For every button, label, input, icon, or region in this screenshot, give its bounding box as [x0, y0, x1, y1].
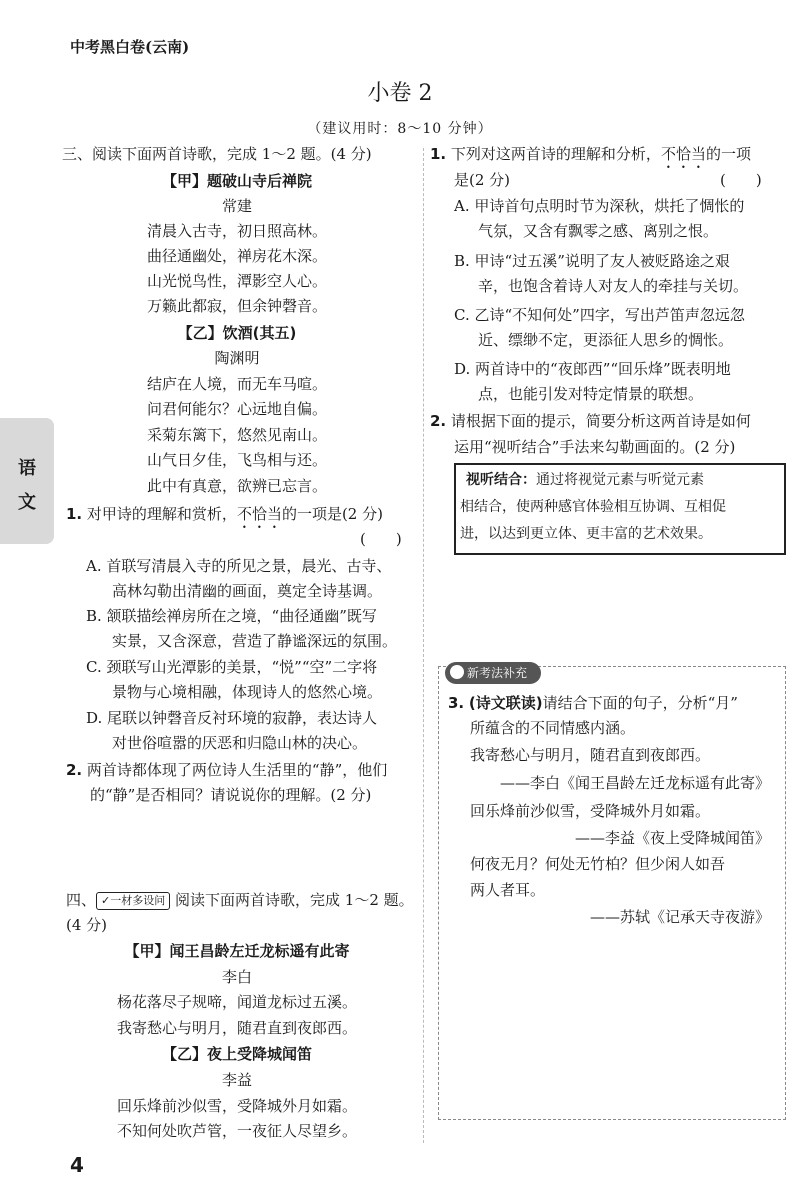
poem-b-title: 【乙】饮酒(其五) [177, 324, 297, 342]
quote-text-cont: 两人者耳。 [470, 881, 546, 899]
option-a-cont: 气氛，又含有飘零之感、离别之恨。 [478, 222, 719, 240]
poem-b-line: 此中有真意，欲辨已忘言。 [146, 477, 327, 495]
option-c-cont: 近、缥缈不定，更添征人思乡的惆怅。 [478, 331, 734, 349]
poem-b-line: 采菊东篱下，悠然见南山。 [146, 426, 327, 444]
option-b: B. 甲诗“过五溪”说明了友人被贬路途之艰 [454, 252, 730, 270]
emphasis-dots: 不恰当 [236, 505, 282, 523]
question-4-2: 2. 请根据下面的提示，简要分析这两首诗是如何 [430, 412, 751, 430]
poem-a-line: 山光悦鸟性，潭影空人心。 [146, 272, 327, 290]
subject-tab-char: 语 [18, 458, 36, 479]
quote-text: 我寄愁心与明月，随君直到夜郎西。 [470, 746, 711, 764]
option-d-cont: 对世俗喧嚣的厌恶和归隐山林的决心。 [112, 734, 368, 752]
section-3-intro: 三、阅读下面两首诗歌，完成 1～2 题。(4 分) [62, 145, 372, 163]
option-a: A. 甲诗首句点明时节为深秋，烘托了惆怅的 [454, 197, 745, 215]
option-d: D. 两首诗中的“夜郎西”“回乐烽”既表明地 [454, 360, 731, 378]
poem-c-title: 【甲】闻王昌龄左迁龙标遥有此寄 [124, 942, 350, 960]
option-b-cont: 实景，又含深意，营造了静谧深远的氛围。 [112, 632, 398, 650]
option-c: C. 颈联写山光潭影的美景，“悦”“空”二字将 [86, 658, 378, 676]
new-exam-badge: 新考法补充 [445, 662, 541, 684]
suggested-time: （建议用时：8～10 分钟） [307, 121, 493, 137]
hint-label: 视听结合： [466, 472, 536, 488]
poem-c-line: 杨花落尽子规啼，闻道龙标过五溪。 [116, 993, 357, 1011]
page-title: 小卷 2 [367, 81, 433, 106]
poem-d-author: 李益 [221, 1071, 252, 1089]
emphasis-dots: 不恰当 [660, 145, 706, 163]
poem-d-title: 【乙】夜上受降城闻笛 [161, 1045, 312, 1063]
option-d: D. 尾联以钟磬音反衬环境的寂静，表达诗人 [86, 709, 378, 727]
column-divider [423, 148, 424, 1143]
quote-source: ——苏轼《记承天寺夜游》 [589, 908, 770, 926]
option-c-cont: 景物与心境相融，体现诗人的悠然心境。 [112, 683, 383, 701]
poem-a-title: 【甲】题破山寺后禅院 [161, 172, 312, 190]
option-b-cont: 辛，也饱含着诗人对友人的牵挂与关切。 [478, 277, 749, 295]
option-a-cont: 高林勾勒出清幽的画面，奠定全诗基调。 [112, 582, 383, 600]
poem-a-line: 万籁此都寂，但余钟磬音。 [146, 297, 327, 315]
question-4-3: 3. (诗文联读)请结合下面的句子，分析“月” [448, 694, 738, 712]
poem-c-line: 我寄愁心与明月，随君直到夜郎西。 [116, 1019, 357, 1037]
option-a: A. 首联写清晨入寺的所见之景，晨光、古寺、 [86, 557, 392, 575]
quote-text: 何夜无月？何处无竹柏？但少闲人如吾 [470, 855, 726, 873]
answer-blank[interactable]: ( ) [360, 530, 402, 548]
section-4-intro: 四、 ✓一材多设问 阅读下面两首诗歌，完成 1～2 题。 [66, 891, 414, 909]
question-4-3-cont: 所蕴含的不同情感内涵。 [470, 719, 636, 737]
subject-tab-char: 文 [18, 492, 36, 513]
question-4-1-cont: 是(2 分) [454, 171, 511, 189]
quote-text: 回乐烽前沙似雪，受降城外月如霜。 [470, 802, 711, 820]
poem-b-line: 问君何能尔？心远地自偏。 [146, 400, 327, 418]
hint-box [454, 463, 786, 555]
multi-question-badge: ✓一材多设问 [96, 892, 170, 910]
poem-d-line: 不知何处吹芦管，一夜征人尽望乡。 [116, 1122, 357, 1140]
header-book-title: 中考黑白卷(云南) [70, 38, 190, 56]
poem-a-author: 常建 [221, 197, 252, 215]
question-3-2: 2. 两首诗都体现了两位诗人生活里的“静”，他们 [66, 761, 388, 779]
question-4-2-cont: 运用“视听结合”手法来勾勒画面的。(2 分) [454, 438, 736, 456]
option-b: B. 颔联描绘禅房所在之境，“曲径通幽”既写 [86, 607, 377, 625]
question-3-1: 1. 对甲诗的理解和赏析，不恰当的一项是(2 分) [66, 505, 383, 523]
option-d-cont: 点，也能引发对特定情景的联想。 [478, 385, 704, 403]
quote-source: ——李白《闻王昌龄左迁龙标遥有此寄》 [499, 774, 770, 792]
poem-b-author: 陶渊明 [214, 349, 260, 367]
poem-b-line: 结庐在人境，而无车马喧。 [146, 375, 327, 393]
subject-tab [0, 418, 54, 544]
poem-b-line: 山气日夕佳，飞鸟相与还。 [146, 451, 327, 469]
hint-text: 相结合，使两种感官体验相互协调、互相促 [460, 499, 726, 515]
poem-a-line: 曲径通幽处，禅房花木深。 [146, 247, 327, 265]
option-c: C. 乙诗“不知何处”四字，写出芦笛声忽远忽 [454, 306, 745, 324]
question-3-2-cont: 的“静”是否相同？请说说你的理解。(2 分) [90, 786, 372, 804]
quote-source: ——李益《夜上受降城闻笛》 [574, 829, 770, 847]
hint-text: 进，以达到更立体、更丰富的艺术效果。 [460, 526, 712, 542]
poem-a-line: 清晨入古寺，初日照高林。 [146, 222, 327, 240]
answer-blank[interactable]: ( ) [720, 171, 762, 189]
bulb-icon [450, 665, 464, 679]
question-4-1: 1. 下列对这两首诗的理解和分析，不恰当的一项 [430, 145, 751, 163]
section-4-score: (4 分) [66, 916, 108, 934]
page-number: 4 [70, 1153, 84, 1177]
poem-c-author: 李白 [221, 968, 252, 986]
poem-d-line: 回乐烽前沙似雪，受降城外月如霜。 [116, 1097, 357, 1115]
hint-text: 通过将视觉元素与听觉元素 [536, 472, 704, 488]
